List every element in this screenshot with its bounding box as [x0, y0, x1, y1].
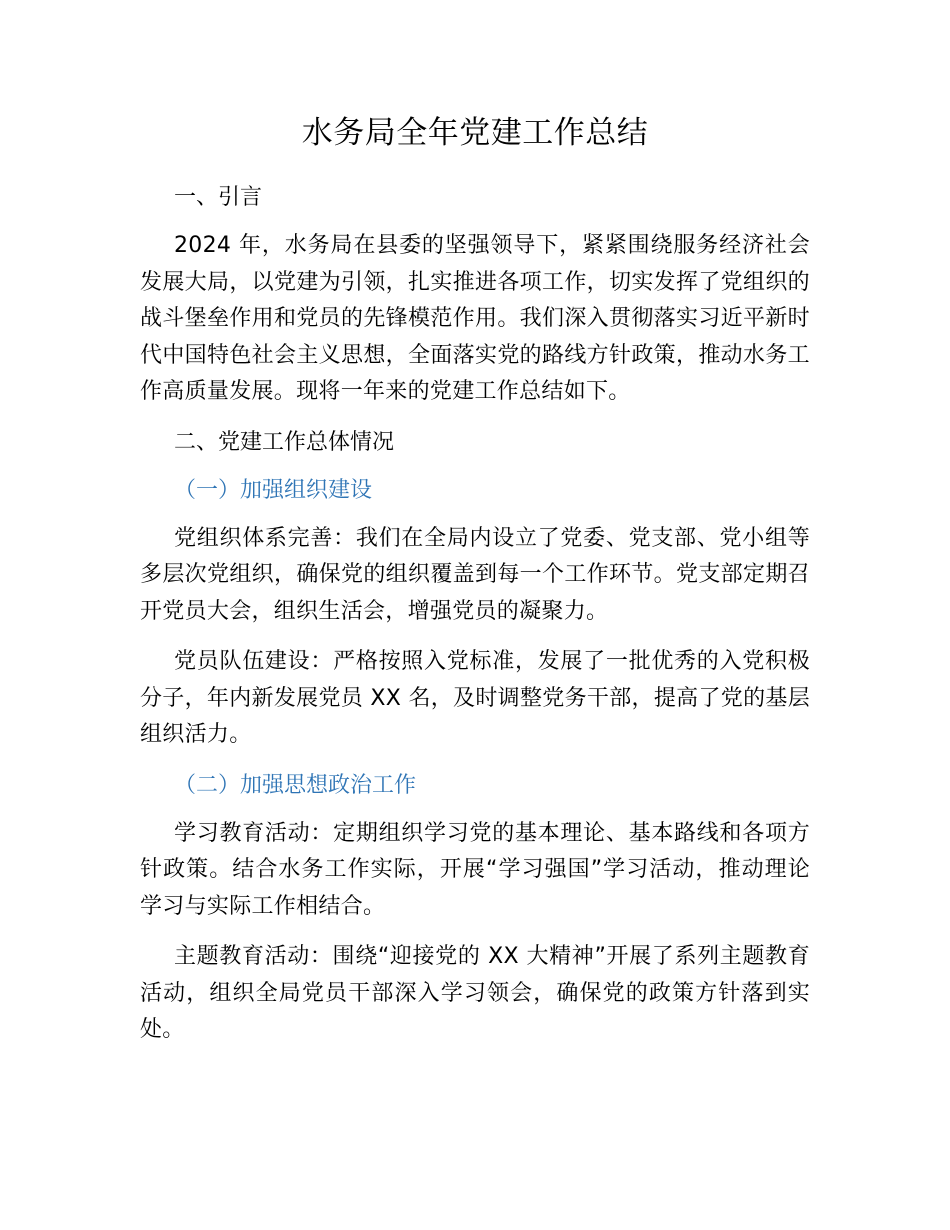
section-heading-overview: 二、党建工作总体情况: [174, 429, 395, 455]
document-page: [140, 110, 810, 1063]
intro-paragraph: 2024 年，水务局在县委的坚强领导下，紧紧围绕服务经济社会发展大局，以党建为引领，扎实推进各项工作，切实发挥了党组织的战斗堡垒作用和党员的先锋模范作用。我们深入贯彻落实习近平新时代中国特色社会主义思想，全面落实党的路线方针政策，推动水务工作高质量发展。现将一年来的党建工作总结如下。: [140, 233, 810, 404]
paragraph-study-activities: 学习教育活动：定期组织学习党的基本理论、基本路线和各项方针政策。结合水务工作实际，开展“学习强国”学习活动，推动理论学习与实际工作相结合。: [140, 820, 810, 919]
paragraph-org-system: 党组织体系完善：我们在全局内设立了党委、党支部、党小组等多层次党组织，确保党的组织覆盖到每一个工作环节。党支部定期召开党员大会，组织生活会，增强党员的凝聚力。: [140, 525, 810, 624]
document-title: 水务局全年党建工作总结: [301, 115, 649, 151]
subheading-organization: （一）加强组织建设: [174, 477, 373, 503]
paragraph-member-team: 党员队伍建设：严格按照入党标准，发展了一批优秀的入党积极分子，年内新发展党员 XX 名，及时调整党务干部，提高了党的基层组织活力。: [140, 649, 810, 747]
subheading-ideology: （二）加强思想政治工作: [174, 772, 417, 798]
section-heading-intro: 一、引言: [174, 185, 263, 210]
paragraph-theme-education: 主题教育活动：围绕“迎接党的 XX 大精神”开展了系列主题教育活动，组织全局党员干部深入学习领会，确保党的政策方针落到实处。: [140, 944, 810, 1042]
